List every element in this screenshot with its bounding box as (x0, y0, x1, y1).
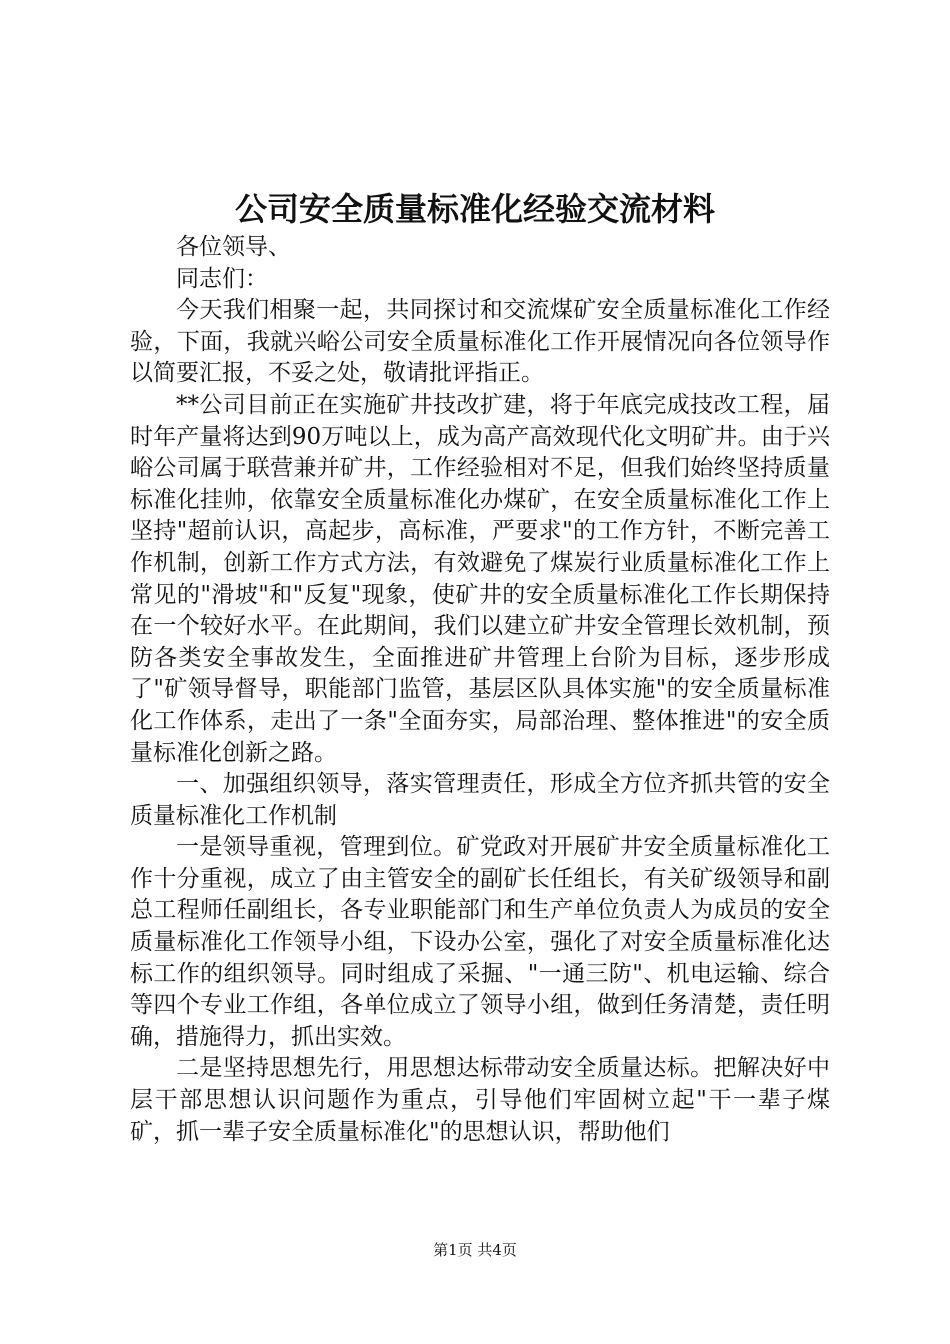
body-paragraph: 一是领导重视，管理到位。矿党政对开展矿井安全质量标准化工作十分重视，成立了由主管安全的副矿长任组长，有关矿级领导和副总工程师任副组长，各专业职能部门和生产单位负责人为成员的安全质量标准化工作领导小组，下设办公室，强化了对安全质量标准化达标工作的组织领导。同时组成了采掘、"一通三防"、机电运输、综合等四个专业工作组，各单位成立了领导小组，做到任务清楚，责任明确，措施得力，抓出实效。 (130, 834, 830, 1050)
body-paragraph: 今天我们相聚一起，共同探讨和交流煤矿安全质量标准化工作经验，下面，我就兴峪公司安全质量标准化工作开展情况向各位领导作以简要汇报，不妥之处，敬请批评指正。 (130, 297, 830, 387)
section-heading: 一、加强组织领导，落实管理责任，形成全方位齐抓共管的安全质量标准化工作机制 (130, 771, 830, 829)
body-paragraph: **公司目前正在实施矿井技改扩建，将于年底完成技改工程，届时年产量将达到90万吨以上，成为高产高效现代化文明矿井。由于兴峪公司属于联营兼并矿井，工作经验相对不足，但我们始终坚持质量标准化挂帅，依靠安全质量标准化办煤矿，在安全质量标准化工作上坚持"超前认识，高起步，高标准，严要求"的工作方针，不断完善工作机制，创新工作方式方法，有效避免了煤炭行业质量标准化工作上常见的"滑坡"和"反复"现象，使矿井的安全质量标准化工作长期保持在一个较好水平。在此期间，我们以建立矿井安全管理长效机制，预防各类安全事故发生，全面推进矿井管理上台阶为目标，逐步形成了"矿领导督导，职能部门监管，基层区队具体实施"的安全质量标准化工作体系，走出了一条"全面夯实，局部治理、整体推进"的安全质量标准化创新之路。 (130, 391, 830, 766)
document-body (130, 232, 830, 1148)
salutation-line-2: 同志们： (176, 265, 268, 292)
body-paragraph: 二是坚持思想先行，用思想达标带动安全质量达标。把解决好中层干部思想认识问题作为重点，引导他们牢固树立起"干一辈子煤矿，抓一辈子安全质量标准化"的思想认识，帮助他们 (130, 1055, 830, 1145)
page-footer: 第1页 共4页 (433, 1241, 517, 1259)
salutation-line-1: 各位领导、 (176, 234, 291, 260)
document-title: 公司安全质量标准化经验交流材料 (234, 190, 715, 228)
